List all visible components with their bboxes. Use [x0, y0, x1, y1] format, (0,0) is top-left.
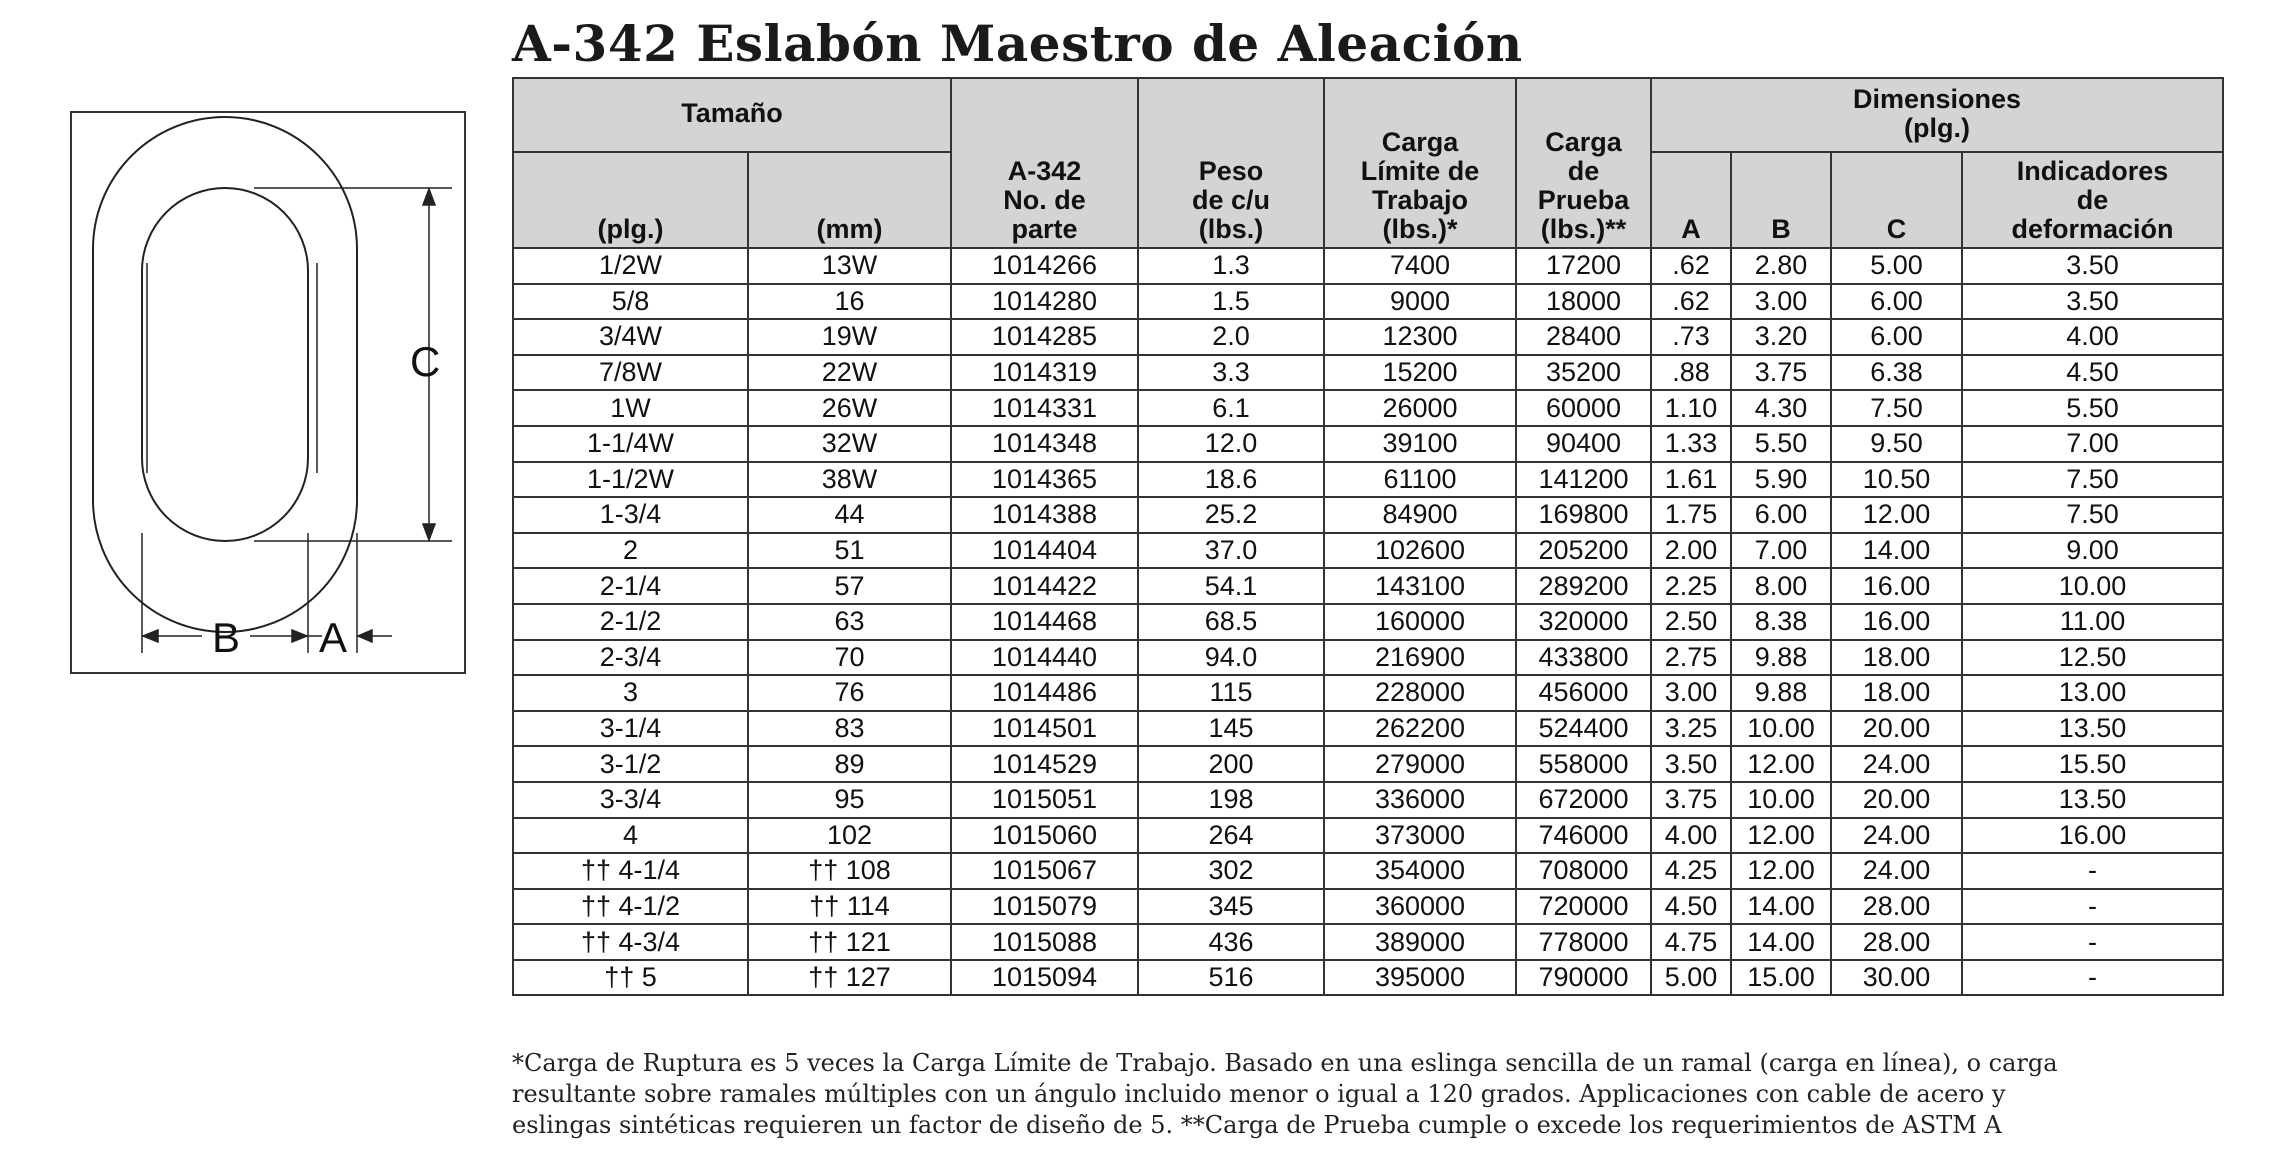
- cell-proof-load: 18000: [1516, 284, 1651, 320]
- cell-deformation-indicator: 3.50: [1962, 284, 2223, 320]
- cell-working-load-limit: 39100: [1324, 426, 1516, 462]
- header-weight: Peso de c/u (lbs.): [1138, 78, 1324, 248]
- cell-size-plg: 2-3/4: [513, 640, 748, 676]
- cell-size-mm: 57: [748, 568, 951, 604]
- cell-working-load-limit: 216900: [1324, 640, 1516, 676]
- cell-dim-a: 5.00: [1651, 960, 1731, 996]
- cell-size-mm: 83: [748, 711, 951, 747]
- cell-part-number: 1014501: [951, 711, 1138, 747]
- cell-part-number: 1015079: [951, 889, 1138, 925]
- cell-working-load-limit: 395000: [1324, 960, 1516, 996]
- cell-size-mm: †† 121: [748, 924, 951, 960]
- cell-size-plg: †† 4-3/4: [513, 924, 748, 960]
- cell-size-mm: 26W: [748, 390, 951, 426]
- dimension-c-label: C: [410, 338, 441, 385]
- cell-weight: 94.0: [1138, 640, 1324, 676]
- header-dim-b: B: [1731, 152, 1831, 248]
- cell-dim-c: 24.00: [1831, 818, 1962, 854]
- cell-dim-a: 1.61: [1651, 462, 1731, 498]
- cell-dim-b: 15.00: [1731, 960, 1831, 996]
- cell-dim-a: 1.75: [1651, 497, 1731, 533]
- cell-size-mm: 95: [748, 782, 951, 818]
- header-dim-a: A: [1651, 152, 1731, 248]
- cell-weight: 3.3: [1138, 355, 1324, 391]
- cell-dim-c: 16.00: [1831, 568, 1962, 604]
- cell-working-load-limit: 9000: [1324, 284, 1516, 320]
- cell-working-load-limit: 262200: [1324, 711, 1516, 747]
- table-row: [513, 924, 2223, 960]
- table-row: [513, 960, 2223, 996]
- cell-dim-a: 2.00: [1651, 533, 1731, 569]
- cell-dim-a: 3.00: [1651, 675, 1731, 711]
- cell-working-load-limit: 84900: [1324, 497, 1516, 533]
- cell-dim-b: 6.00: [1731, 497, 1831, 533]
- cell-dim-c: 20.00: [1831, 782, 1962, 818]
- page-title: A-342 Eslabón Maestro de Aleación: [512, 14, 1523, 73]
- cell-proof-load: 524400: [1516, 711, 1651, 747]
- header-plg: (plg.): [513, 152, 748, 248]
- cell-proof-load: 708000: [1516, 853, 1651, 889]
- cell-dim-b: 14.00: [1731, 889, 1831, 925]
- cell-dim-a: 2.25: [1651, 568, 1731, 604]
- cell-size-plg: †† 5: [513, 960, 748, 996]
- cell-dim-b: 12.00: [1731, 746, 1831, 782]
- cell-dim-b: 12.00: [1731, 818, 1831, 854]
- cell-proof-load: 456000: [1516, 675, 1651, 711]
- cell-weight: 436: [1138, 924, 1324, 960]
- cell-size-plg: 1W: [513, 390, 748, 426]
- cell-dim-c: 28.00: [1831, 924, 1962, 960]
- cell-dim-c: 16.00: [1831, 604, 1962, 640]
- cell-working-load-limit: 61100: [1324, 462, 1516, 498]
- cell-dim-b: 8.38: [1731, 604, 1831, 640]
- cell-dim-c: 12.00: [1831, 497, 1962, 533]
- cell-part-number: 1015051: [951, 782, 1138, 818]
- cell-size-mm: 70: [748, 640, 951, 676]
- cell-dim-a: 3.25: [1651, 711, 1731, 747]
- cell-size-plg: 1-1/4W: [513, 426, 748, 462]
- cell-weight: 302: [1138, 853, 1324, 889]
- cell-part-number: 1014285: [951, 319, 1138, 355]
- cell-size-mm: †† 108: [748, 853, 951, 889]
- cell-size-plg: 3/4W: [513, 319, 748, 355]
- cell-weight: 145: [1138, 711, 1324, 747]
- cell-dim-c: 24.00: [1831, 746, 1962, 782]
- cell-size-plg: 1-3/4: [513, 497, 748, 533]
- cell-dim-c: 18.00: [1831, 640, 1962, 676]
- cell-weight: 12.0: [1138, 426, 1324, 462]
- dimension-b-label: B: [212, 614, 241, 661]
- cell-dim-a: 4.00: [1651, 818, 1731, 854]
- cell-part-number: 1014422: [951, 568, 1138, 604]
- table-row: [513, 497, 2223, 533]
- cell-size-plg: 1-1/2W: [513, 462, 748, 498]
- cell-dim-c: 7.50: [1831, 390, 1962, 426]
- cell-proof-load: 778000: [1516, 924, 1651, 960]
- cell-weight: 264: [1138, 818, 1324, 854]
- cell-dim-a: 1.10: [1651, 390, 1731, 426]
- master-link-diagram: [70, 111, 466, 674]
- header-working-load-limit: Carga Límite de Trabajo (lbs.)*: [1324, 78, 1516, 248]
- footnote-line-3: eslingas sintéticas requieren un factor de diseño de 5. **Carga de Prueba cumple o excede los requerimientos de ASTM A: [512, 1111, 2002, 1139]
- cell-dim-a: 1.33: [1651, 426, 1731, 462]
- table-row: [513, 889, 2223, 925]
- cell-working-load-limit: 228000: [1324, 675, 1516, 711]
- cell-size-plg: 3-1/2: [513, 746, 748, 782]
- cell-dim-a: 2.75: [1651, 640, 1731, 676]
- cell-size-plg: 2-1/4: [513, 568, 748, 604]
- footnote-line-2: resultante sobre ramales múltiples con un ángulo incluido menor o igual a 120 grados. Applicaciones con cable de acero y: [512, 1080, 2006, 1108]
- table-row: [513, 248, 2223, 284]
- cell-size-mm: 16: [748, 284, 951, 320]
- cell-dim-c: 24.00: [1831, 853, 1962, 889]
- cell-size-plg: 2: [513, 533, 748, 569]
- cell-part-number: 1014365: [951, 462, 1138, 498]
- cell-dim-b: 3.00: [1731, 284, 1831, 320]
- cell-size-mm: 38W: [748, 462, 951, 498]
- header-dim-c: C: [1831, 152, 1962, 248]
- cell-size-plg: 3: [513, 675, 748, 711]
- cell-weight: 1.3: [1138, 248, 1324, 284]
- cell-part-number: 1015094: [951, 960, 1138, 996]
- cell-size-plg: †† 4-1/2: [513, 889, 748, 925]
- table-row: [513, 355, 2223, 391]
- table-row: [513, 390, 2223, 426]
- table-row: [513, 640, 2223, 676]
- cell-dim-c: 6.00: [1831, 284, 1962, 320]
- cell-weight: 198: [1138, 782, 1324, 818]
- table-row: [513, 284, 2223, 320]
- table-row: [513, 462, 2223, 498]
- cell-proof-load: 289200: [1516, 568, 1651, 604]
- cell-deformation-indicator: 5.50: [1962, 390, 2223, 426]
- cell-part-number: 1015088: [951, 924, 1138, 960]
- cell-size-mm: 19W: [748, 319, 951, 355]
- cell-part-number: 1015060: [951, 818, 1138, 854]
- cell-part-number: 1014468: [951, 604, 1138, 640]
- cell-dim-b: 9.88: [1731, 640, 1831, 676]
- cell-dim-b: 12.00: [1731, 853, 1831, 889]
- dimension-a-label: A: [319, 614, 348, 661]
- cell-part-number: 1014486: [951, 675, 1138, 711]
- cell-dim-c: 18.00: [1831, 675, 1962, 711]
- cell-working-load-limit: 26000: [1324, 390, 1516, 426]
- cell-part-number: 1014388: [951, 497, 1138, 533]
- cell-dim-b: 9.88: [1731, 675, 1831, 711]
- cell-weight: 37.0: [1138, 533, 1324, 569]
- cell-part-number: 1014529: [951, 746, 1138, 782]
- cell-proof-load: 205200: [1516, 533, 1651, 569]
- cell-deformation-indicator: 13.00: [1962, 675, 2223, 711]
- cell-working-load-limit: 102600: [1324, 533, 1516, 569]
- cell-dim-b: 8.00: [1731, 568, 1831, 604]
- cell-dim-a: 4.50: [1651, 889, 1731, 925]
- cell-weight: 25.2: [1138, 497, 1324, 533]
- cell-size-mm: †† 127: [748, 960, 951, 996]
- cell-deformation-indicator: 7.50: [1962, 462, 2223, 498]
- table-row: [513, 853, 2223, 889]
- cell-deformation-indicator: 12.50: [1962, 640, 2223, 676]
- cell-size-mm: 76: [748, 675, 951, 711]
- cell-weight: 54.1: [1138, 568, 1324, 604]
- cell-weight: 516: [1138, 960, 1324, 996]
- cell-deformation-indicator: 4.50: [1962, 355, 2223, 391]
- cell-weight: 345: [1138, 889, 1324, 925]
- table-row: [513, 711, 2223, 747]
- cell-working-load-limit: 360000: [1324, 889, 1516, 925]
- cell-size-mm: †† 114: [748, 889, 951, 925]
- cell-dim-b: 4.30: [1731, 390, 1831, 426]
- cell-dim-a: 2.50: [1651, 604, 1731, 640]
- cell-proof-load: 60000: [1516, 390, 1651, 426]
- cell-dim-a: 3.75: [1651, 782, 1731, 818]
- cell-dim-b: 2.80: [1731, 248, 1831, 284]
- table-row: [513, 746, 2223, 782]
- cell-working-load-limit: 389000: [1324, 924, 1516, 960]
- cell-working-load-limit: 354000: [1324, 853, 1516, 889]
- table-row: [513, 675, 2223, 711]
- cell-dim-a: 4.75: [1651, 924, 1731, 960]
- footnote-line-1: *Carga de Ruptura es 5 veces la Carga Límite de Trabajo. Basado en una eslinga sencilla de un ramal (carga en línea), o carga: [512, 1049, 2058, 1077]
- header-dimensions-group: Dimensiones (plg.): [1651, 78, 2223, 152]
- cell-dim-b: 5.90: [1731, 462, 1831, 498]
- cell-deformation-indicator: 13.50: [1962, 782, 2223, 818]
- cell-size-mm: 102: [748, 818, 951, 854]
- cell-size-plg: 2-1/2: [513, 604, 748, 640]
- cell-deformation-indicator: 16.00: [1962, 818, 2223, 854]
- cell-proof-load: 90400: [1516, 426, 1651, 462]
- cell-dim-c: 14.00: [1831, 533, 1962, 569]
- table-row: [513, 782, 2223, 818]
- table-row: [513, 604, 2223, 640]
- header-mm: (mm): [748, 152, 951, 248]
- cell-proof-load: 141200: [1516, 462, 1651, 498]
- cell-dim-c: 10.50: [1831, 462, 1962, 498]
- dimension-b-a: [142, 533, 392, 653]
- cell-working-load-limit: 7400: [1324, 248, 1516, 284]
- cell-deformation-indicator: -: [1962, 924, 2223, 960]
- cell-working-load-limit: 279000: [1324, 746, 1516, 782]
- cell-dim-b: 10.00: [1731, 782, 1831, 818]
- cell-size-mm: 89: [748, 746, 951, 782]
- cell-size-mm: 51: [748, 533, 951, 569]
- cell-dim-c: 30.00: [1831, 960, 1962, 996]
- cell-proof-load: 558000: [1516, 746, 1651, 782]
- cell-dim-a: .62: [1651, 284, 1731, 320]
- cell-dim-a: .62: [1651, 248, 1731, 284]
- cell-deformation-indicator: 9.00: [1962, 533, 2223, 569]
- cell-dim-a: 3.50: [1651, 746, 1731, 782]
- cell-proof-load: 169800: [1516, 497, 1651, 533]
- cell-dim-b: 3.75: [1731, 355, 1831, 391]
- cell-weight: 115: [1138, 675, 1324, 711]
- cell-deformation-indicator: 15.50: [1962, 746, 2223, 782]
- cell-dim-b: 3.20: [1731, 319, 1831, 355]
- cell-dim-c: 9.50: [1831, 426, 1962, 462]
- table-row: [513, 426, 2223, 462]
- cell-size-mm: 13W: [748, 248, 951, 284]
- cell-size-plg: 4: [513, 818, 748, 854]
- cell-size-mm: 22W: [748, 355, 951, 391]
- table-row: [513, 568, 2223, 604]
- cell-size-mm: 63: [748, 604, 951, 640]
- cell-dim-a: .88: [1651, 355, 1731, 391]
- table-body: [513, 248, 2223, 995]
- cell-part-number: 1014404: [951, 533, 1138, 569]
- cell-working-load-limit: 143100: [1324, 568, 1516, 604]
- cell-proof-load: 320000: [1516, 604, 1651, 640]
- cell-proof-load: 28400: [1516, 319, 1651, 355]
- cell-size-plg: 3-3/4: [513, 782, 748, 818]
- cell-weight: 18.6: [1138, 462, 1324, 498]
- cell-size-mm: 44: [748, 497, 951, 533]
- header-part-number: A-342 No. de parte: [951, 78, 1138, 248]
- footnote: [512, 1048, 2232, 1141]
- cell-deformation-indicator: 11.00: [1962, 604, 2223, 640]
- cell-proof-load: 433800: [1516, 640, 1651, 676]
- table-row: [513, 533, 2223, 569]
- cell-dim-a: .73: [1651, 319, 1731, 355]
- cell-dim-a: 4.25: [1651, 853, 1731, 889]
- cell-working-load-limit: 12300: [1324, 319, 1516, 355]
- table-row: [513, 818, 2223, 854]
- header-deformation-indicators: Indicadores de deformación: [1962, 152, 2223, 248]
- cell-dim-c: 28.00: [1831, 889, 1962, 925]
- cell-size-plg: †† 4-1/4: [513, 853, 748, 889]
- cell-proof-load: 720000: [1516, 889, 1651, 925]
- cell-part-number: 1014331: [951, 390, 1138, 426]
- cell-working-load-limit: 160000: [1324, 604, 1516, 640]
- cell-deformation-indicator: -: [1962, 960, 2223, 996]
- cell-part-number: 1014266: [951, 248, 1138, 284]
- cell-dim-b: 10.00: [1731, 711, 1831, 747]
- cell-deformation-indicator: 4.00: [1962, 319, 2223, 355]
- cell-proof-load: 17200: [1516, 248, 1651, 284]
- cell-dim-c: 5.00: [1831, 248, 1962, 284]
- cell-proof-load: 746000: [1516, 818, 1651, 854]
- cell-deformation-indicator: 7.00: [1962, 426, 2223, 462]
- cell-working-load-limit: 373000: [1324, 818, 1516, 854]
- cell-part-number: 1014348: [951, 426, 1138, 462]
- cell-dim-b: 5.50: [1731, 426, 1831, 462]
- cell-deformation-indicator: 13.50: [1962, 711, 2223, 747]
- cell-deformation-indicator: 7.50: [1962, 497, 2223, 533]
- cell-deformation-indicator: -: [1962, 853, 2223, 889]
- cell-weight: 200: [1138, 746, 1324, 782]
- cell-part-number: 1014280: [951, 284, 1138, 320]
- cell-working-load-limit: 336000: [1324, 782, 1516, 818]
- cell-dim-c: 6.38: [1831, 355, 1962, 391]
- cell-size-plg: 3-1/4: [513, 711, 748, 747]
- cell-dim-b: 7.00: [1731, 533, 1831, 569]
- specification-table: [512, 77, 2224, 996]
- cell-weight: 2.0: [1138, 319, 1324, 355]
- cell-dim-b: 14.00: [1731, 924, 1831, 960]
- header-proof-load: Carga de Prueba (lbs.)**: [1516, 78, 1651, 248]
- cell-part-number: 1014319: [951, 355, 1138, 391]
- cell-size-mm: 32W: [748, 426, 951, 462]
- cell-part-number: 1014440: [951, 640, 1138, 676]
- cell-dim-c: 6.00: [1831, 319, 1962, 355]
- cell-weight: 68.5: [1138, 604, 1324, 640]
- master-link-drawing: [72, 113, 468, 676]
- cell-proof-load: 672000: [1516, 782, 1651, 818]
- header-size-group: Tamaño: [513, 78, 951, 152]
- cell-deformation-indicator: 3.50: [1962, 248, 2223, 284]
- cell-deformation-indicator: 10.00: [1962, 568, 2223, 604]
- cell-size-plg: 5/8: [513, 284, 748, 320]
- cell-working-load-limit: 15200: [1324, 355, 1516, 391]
- link-inner-contour: [142, 188, 308, 541]
- table-row: [513, 319, 2223, 355]
- cell-part-number: 1015067: [951, 853, 1138, 889]
- cell-proof-load: 790000: [1516, 960, 1651, 996]
- cell-size-plg: 1/2W: [513, 248, 748, 284]
- cell-proof-load: 35200: [1516, 355, 1651, 391]
- cell-weight: 6.1: [1138, 390, 1324, 426]
- cell-size-plg: 7/8W: [513, 355, 748, 391]
- cell-weight: 1.5: [1138, 284, 1324, 320]
- cell-dim-c: 20.00: [1831, 711, 1962, 747]
- cell-deformation-indicator: -: [1962, 889, 2223, 925]
